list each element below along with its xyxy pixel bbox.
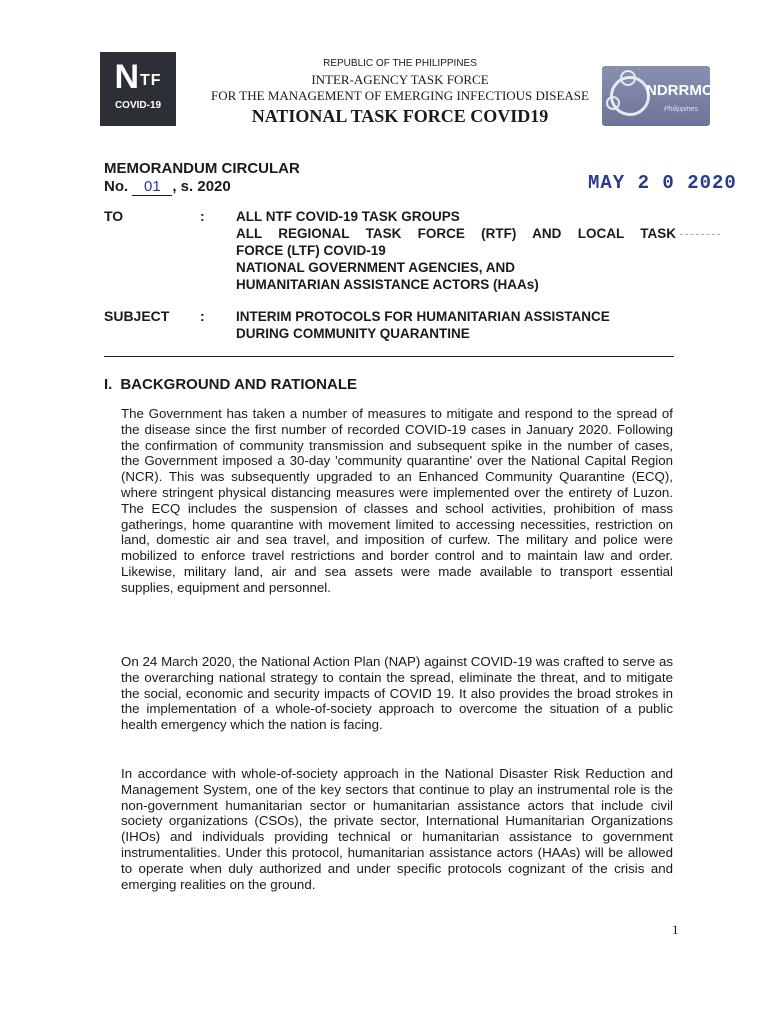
memo-date-stamp: MAY 2 0 2020 <box>588 172 737 194</box>
memo-series: , s. 2020 <box>172 178 231 195</box>
ntf-logo-letter: N <box>114 58 140 96</box>
ntf-covid19-logo <box>100 52 176 126</box>
header-management: FOR THE MANAGEMENT OF EMERGING INFECTIOUS DISEASE <box>211 88 589 103</box>
body-paragraph: On 24 March 2020, the National Action Plan (NAP) against COVID-19 was crafted to serve as the overarching national strategy to contain the spread, eliminate the threat, and to mitigate the social, economic and security impacts of COVID 19. It also provides the broad strokes in the implementation of a whole-of-society approach to overcome the situation of a public health emergency which the nation is facing. <box>121 654 673 733</box>
ntf-logo-sup: TF <box>140 72 162 89</box>
to-line: NATIONAL GOVERNMENT AGENCIES, AND <box>236 260 516 275</box>
body-paragraph: The Government has taken a number of measures to mitigate and respond to the spread of the disease since the first number of recorded COVID-19 cases in January 2020. Following the confirmation of community transmission and subsequent spike in the number of cases, the Government imposed a 30-day 'community quarantine' over the National Capital Region (NCR). This was subsequently upgraded to an Enhanced Community Quarantine (ECQ), where stringent physical distancing measures were implemented over the entirety of Luzon. The ECQ includes the suspension of classes and school activities, prohibition of mass gatherings, home quarantine with movement limited to accessing necessities, restriction on land, domestic air and sea travel, and imposition of curfew. The military and police were mobilized to enforce travel restrictions and border control and to maintain law and order. Likewise, military land, air and sea assets were made available to transport essential supplies, equipment and personnel. <box>121 406 673 595</box>
memo-number <box>104 178 231 196</box>
to-line: FORCE (LTF) COVID-19 <box>236 243 386 258</box>
header-ntf: NATIONAL TASK FORCE COVID19 <box>251 106 549 126</box>
ndrrmc-dot-icon <box>620 70 636 86</box>
section-heading <box>104 376 365 393</box>
memo-number-value: 01 <box>132 178 172 196</box>
to-recipients <box>236 208 676 293</box>
to-line: HUMANITARIAN ASSISTANCE ACTORS (HAAs) <box>236 277 539 292</box>
divider-rule <box>104 356 674 357</box>
header-iatf: INTER-AGENCY TASK FORCE <box>311 72 489 87</box>
to-line: ALL NTF COVID-19 TASK GROUPS <box>236 209 460 224</box>
ndrrmc-dot-icon <box>606 96 620 110</box>
section-title: BACKGROUND AND RATIONALE <box>120 376 357 393</box>
subject-line: INTERIM PROTOCOLS FOR HUMANITARIAN ASSISTANCE <box>236 309 610 324</box>
page-number: 1 <box>672 922 679 937</box>
to-colon: : <box>200 208 205 224</box>
to-label: TO <box>104 208 124 224</box>
ndrrmc-logo-text: NDRRMC <box>646 82 713 99</box>
subject-colon: : <box>200 308 205 324</box>
ndrrmc-logo <box>602 66 713 126</box>
header-republic: REPUBLIC OF THE PHILIPPINES <box>323 58 477 69</box>
ndrrmc-logo-tagline: Philippines <box>664 106 698 113</box>
subject-line: DURING COMMUNITY QUARANTINE <box>236 326 470 341</box>
to-line: ALL REGIONAL TASK FORCE (RTF) AND LOCAL TASK <box>236 226 676 241</box>
ntf-logo-subtitle: COVID-19 <box>114 100 162 111</box>
memo-number-label: No. <box>104 178 129 195</box>
memo-title: MEMORANDUM CIRCULAR <box>104 160 300 177</box>
ntf-logo-mark <box>100 60 176 94</box>
subject-text <box>236 308 676 342</box>
section-number: I. <box>104 376 113 393</box>
scan-artifact <box>680 234 720 236</box>
subject-label: SUBJECT <box>104 308 170 324</box>
body-paragraph: In accordance with whole-of-society approach in the National Disaster Risk Reduction and Management System, one of the key sectors that continue to play an instrumental role is the non-government humanitarian sector or humanitarian assistance actors that include civil society organizations (CSOs), the private sector, International Humanitarian Organizations (IHOs) and individuals providing technical or humanitarian assistance to government instrumentalities. Under this protocol, humanitarian assistance actors (HAAs) will be allowed to operate when duly authorized and under specific protocols cognizant of the crisis and emerging realities on the ground. <box>121 766 673 892</box>
